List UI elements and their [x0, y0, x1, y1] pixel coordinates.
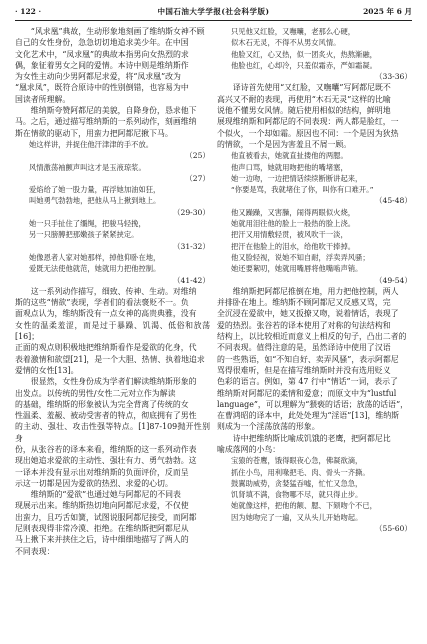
text-line: 文化艺术中，“凤求凰”的典故本指男向女热烈的求	[15, 49, 189, 59]
text-line: “你要是骂，我就堵住了你，叫你有口难开。”	[231, 185, 374, 195]
body-paragraph	[15, 105, 210, 139]
text-line: 她一只手扯住了缰绳，把骏马轻挽，	[29, 219, 146, 229]
text-line: 把汗又用情敷轻贯，被风吹干一淡，	[231, 230, 348, 240]
text-line: 他又脸轻视，说她不知自耐，浮卖弄风骚；	[231, 252, 370, 262]
text-line: 她像恩者人家对她那样，掉他仰卧在地，	[29, 252, 161, 262]
text-line: 他脸也红，心却冷，只羞似霜赤，严如霜凝。	[231, 60, 377, 70]
text-line: 维纳斯对阿都尼的柔情和爱意；而原文中为“lustful	[217, 388, 397, 398]
text-line: 因为她吻完了一遍，又从头儿开始吻起。	[231, 512, 363, 522]
text-line: 展现维纳斯和阿都尼的不同表现：两人都是脸红，一	[217, 117, 399, 127]
line-reference: （31-32）	[172, 241, 210, 251]
text-line: 结构上，以比较相近而意义上相反的句子，凸出二者的	[217, 332, 407, 342]
text-line: 在曹鸿昭的译本中，此处处理为“淫语”[13]，维纳斯	[217, 411, 400, 421]
body-paragraph	[15, 376, 210, 489]
text-line: 饥肾填不满，食物哪不尽，就只得止步。	[231, 490, 363, 500]
header-rule	[15, 20, 412, 21]
text-line: 的基础，维纳斯的形象被认为完全背离了传统的女	[15, 399, 189, 409]
text-line: 维纳斯的“爱欲”也通过她与阿都尼的不同表	[30, 490, 181, 500]
journal-title: 中国石油大学学报(社会科学版)	[157, 7, 270, 16]
text-line: 全沉浸在爱欲中，她又扳撩又吻，说着情话，表现了	[217, 309, 399, 319]
text-line: 色彩的语言。例如，第 47 行中“情话”一词，表示了	[217, 377, 398, 387]
verse-quote	[231, 162, 412, 173]
text-line: 似木石无灵，不得不从男女风情。	[231, 38, 341, 48]
line-reference: （27）	[185, 173, 210, 183]
text-line: 骂得很难听，但是在描写维纳斯时并没有选用贬义	[217, 365, 391, 375]
running-header	[15, 5, 412, 19]
text-line: 性温柔、羞赧、被动受害者的特点，彻底拥有了男性	[15, 411, 197, 421]
text-line: 表着激情和欲望[21]，是一个大胆、热情、执着地追求	[15, 354, 205, 364]
text-line: 她还要絮叨，她就用嘴唇将他嘴啮声销。	[231, 264, 363, 274]
verse-quote	[29, 139, 210, 150]
text-line: 宝猿的苍鹰，饿得眼夜心急，佛凝欲滴，	[231, 456, 363, 466]
verse-quote	[29, 184, 210, 207]
text-line: 的情欲，一个是因为害羞且不屑一顾。	[217, 139, 352, 149]
text-line: 维纳斯夸赞阿都尼的美貌，自降身份，恳求他下	[30, 106, 197, 116]
text-line: 说他不懂男女风情。随后使用相似的结构，鲜明地	[217, 106, 391, 116]
body-paragraph	[217, 433, 412, 456]
text-line: 鼓翼助威势，贪婪猛吞嘘，忙忙又急急，	[231, 478, 363, 488]
text-line: 女性的温柔羞涩，而是过于暴躁、饥渴、低俗和放荡[16]；	[15, 320, 210, 342]
right-column	[217, 26, 412, 534]
text-line: 这一系列动作描写，细致、传神、生动。对维纳	[30, 286, 197, 296]
text-line: 不同表现：	[15, 546, 55, 556]
text-line: “凰求凤”，既符合原诗中的性别倒错，也容易为中	[15, 83, 189, 93]
text-line: 译诗首先使用“又红脸，又嘸囔”写阿都尼既不	[232, 83, 391, 93]
verse-quote	[231, 26, 412, 49]
text-line: 只见他又红脸，又嘸囔，老那么心硬，	[231, 27, 356, 36]
text-line: 的主动、强壮、攻击性强等特点。[1]87-109抛开性别身	[15, 422, 210, 443]
text-line: 很显然，女性身份成为学者们解读维纳斯形象的	[30, 377, 197, 387]
text-line: 他直被看去，她就直扯搂他的两腮。	[231, 151, 348, 161]
text-line: 国读者所理解。	[15, 94, 71, 104]
text-line: 个似火，一个却如霜。原因也不同：一个是因为狄热	[217, 128, 399, 138]
text-line: 她一边吻，一边把情话续续断断讲起来，	[231, 173, 363, 183]
text-line: 为女性主动向少男阿都尼求爱，将“凤求凰”改为	[15, 72, 181, 82]
text-line: 出蛮力，且巧舌如簧，试图说服阿都尼接受，而阿都	[15, 512, 197, 522]
text-line: 把汗在他脸上的泪水，给他吹干捧掉。	[231, 241, 356, 251]
text-line: 面观点认为，维纳斯没有一点女神的高贵典雅，没有	[15, 309, 197, 319]
text-line: 他脸又红，心又热，似一团炙火，热熬渐融，	[231, 49, 377, 59]
text-line: 偶，象征着男女之间的爱情。本诗中则是维纳斯作	[15, 60, 189, 70]
text-line: 斯的这些“情欲”表现，学者们的看法褒贬不一。负	[15, 298, 189, 308]
line-reference: （41-42）	[172, 275, 210, 285]
text-line: 她这样讲，并捉住他汗津津的手不放。	[29, 139, 154, 149]
text-line: 她就像这样，把他的额、腮、下颏吻个不已，	[231, 501, 377, 511]
text-line: 自己的女性身份，急急切切地追求美少年。在中国	[15, 38, 189, 48]
verse-quote	[29, 252, 210, 275]
text-line: 斯在情欲的驱动下，用蛮力把阿都尼揪下马。	[15, 128, 173, 138]
text-line: language”，可以理解为“猥亵的话语；放荡的话语”，	[217, 399, 409, 409]
body-paragraph	[15, 489, 210, 557]
text-line: 喻成落网的小鸟：	[217, 444, 281, 454]
issue-date: 2025 年 6 月	[363, 7, 412, 16]
text-line: 正面的观点则积极地把维纳斯看作是爱欲的化身，代	[15, 343, 197, 353]
text-line: 她就用泪往他的脸上一般热的脸上浇。	[231, 219, 356, 229]
text-line: 抓住小鸟，用利喙把毛、肉、骨头一齐撕。	[231, 467, 370, 477]
text-line: 他又躁躁，又害臊，闹得两眼似火烧，	[231, 207, 356, 217]
text-line: 维纳斯把阿都尼推倒在地，用力把他控制，两人	[232, 286, 399, 296]
text-line: 高兴又不耐的表现，再使用“木石无灵”这样的比喻	[217, 94, 391, 104]
text-line: 马上揪下来并挟住之后，诗中细细地描写了两人的	[15, 535, 189, 545]
text-line: 马。之后，通过描写维纳斯的一系列动作，刻画维纳	[15, 117, 197, 127]
line-reference: （25）	[185, 151, 210, 161]
line-reference: （49-54）	[374, 275, 412, 285]
text-line: 现出她追求爱欲的主动性、强壮有力、勇气勃勃。这	[15, 456, 197, 466]
line-reference: （33-36）	[374, 72, 412, 82]
text-line: 爱情的女性[13]。	[15, 365, 79, 375]
text-line: “风求凰”典故，生动形象地刻画了维纳斯女神不顾	[30, 27, 205, 36]
line-reference: （45-48）	[374, 196, 412, 206]
text-line: 的一些熟语，如“不知自好、卖弄风骚”，表示阿都尼	[217, 354, 399, 364]
verse-quote	[29, 218, 210, 241]
text-line: 现展示出来。维纳斯热切地向阿都尼求爱，不仅使	[15, 501, 189, 511]
verse-quote	[231, 173, 412, 196]
text-line: 爱焰给了她一股力量，再浮她加油如狂，	[29, 185, 161, 195]
verse-quote	[231, 455, 412, 523]
text-line: 诗中把维纳斯比喻成饥饿的老鹰，把阿都尼比	[232, 433, 391, 443]
body-paragraph	[15, 286, 210, 376]
text-line: 尼则表现得非常冷漠、拒绝。在维纳斯把阿都尼从	[15, 524, 189, 534]
text-line: 他声口骂，她就用吻把他的嘴堵塞，	[231, 162, 348, 172]
text-line: 不同表现。值得注意的是，虽然译诗中使用了汉语	[217, 343, 391, 353]
line-reference: （55-60）	[374, 524, 412, 534]
text-line: 出发点。以传统的男性/女性二元对立作为解读	[15, 388, 176, 398]
text-line: 则成为一个淫荡放荡的形象。	[217, 422, 320, 432]
body-paragraph	[217, 286, 412, 433]
text-line: 另一只膀膊把那嫩孩子紧紧挟定。	[29, 230, 139, 240]
body-paragraph	[15, 26, 210, 105]
verse-quote	[231, 150, 412, 161]
left-column	[15, 26, 210, 557]
text-line: 示这一切都是因为爱欲的热烈、求爱的心切。	[15, 478, 173, 488]
verse-quote	[231, 49, 412, 72]
text-line: 爱既无法使他就范，她就用力把他控制。	[29, 264, 161, 274]
text-line: 爱的热烈。张谷若的译本使用了对称的句法结构和	[217, 320, 391, 330]
text-line: 风情激荡袖颤声叫这才是玉液琼浆。	[29, 162, 146, 172]
text-line: 并排卧在地上。维纳斯不顾阿都尼又反感又骂，完	[217, 298, 391, 308]
body-paragraph	[217, 82, 412, 150]
text-line: 份，从张谷若的译本来看，维纳斯的这一系列动作表	[15, 444, 197, 454]
line-reference: （29-30）	[172, 207, 210, 217]
text-line: 一译本并没有显示出对维纳斯的负面评价，反而呈	[15, 467, 189, 477]
page-number: · 122 ·	[15, 7, 42, 16]
text-line: 叫她勇气勃勃地，把他从马上揪到地上。	[29, 196, 161, 206]
verse-quote	[29, 162, 210, 173]
verse-quote	[231, 207, 412, 275]
